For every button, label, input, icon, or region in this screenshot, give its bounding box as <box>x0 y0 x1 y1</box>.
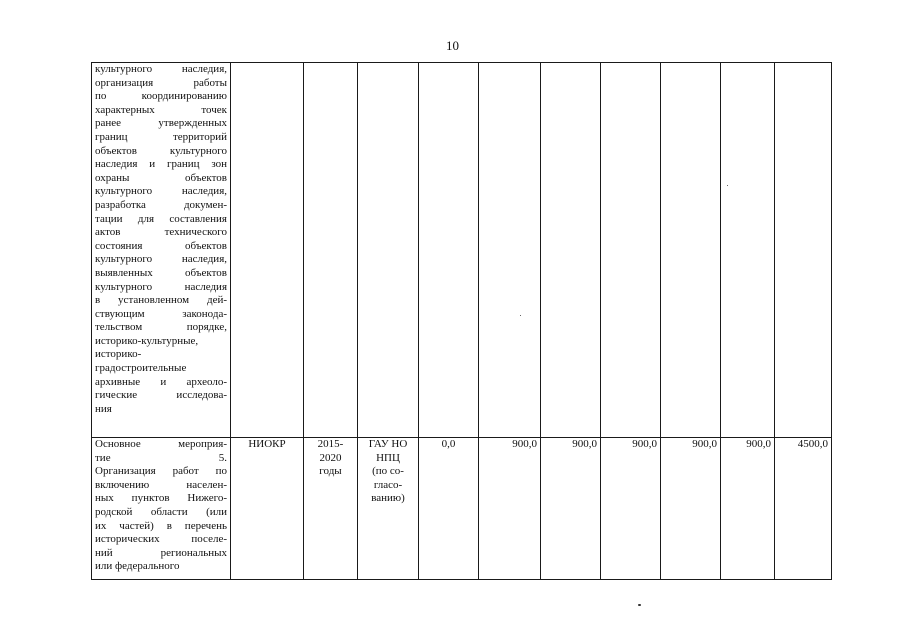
description-line: архивные и археоло- <box>95 375 227 388</box>
description-line: культурного наследия <box>95 280 227 293</box>
value-cell: 900,0 <box>541 438 601 580</box>
description-line: разработка докумен- <box>95 198 227 211</box>
value-cell <box>721 63 775 438</box>
value-cell: 4500,0 <box>775 438 832 580</box>
partner-cell <box>358 438 419 580</box>
description-line: тельством порядке, <box>95 321 227 334</box>
description-line: тие 5. <box>95 451 227 464</box>
table-row <box>92 63 832 438</box>
scan-speck <box>638 604 641 606</box>
description-line: ния <box>95 402 112 415</box>
value-cell <box>775 63 832 438</box>
description-line: объектов культурного <box>95 144 227 157</box>
period-line: 2020 <box>319 451 342 464</box>
partner-line: НПЦ <box>376 451 400 464</box>
description-line: культурного наследия, <box>95 253 227 266</box>
value-cell: 900,0 <box>721 438 775 580</box>
description-line: выявленных объектов <box>95 266 227 279</box>
description-line: по координированию <box>95 90 227 103</box>
value-cell <box>419 63 479 438</box>
value-cell <box>601 63 661 438</box>
description-line: ных пунктов Нижего- <box>95 492 227 505</box>
description-line: родской области (или <box>95 505 227 518</box>
partner-line: (по со- <box>372 465 404 478</box>
description-line: наследия и границ зон <box>95 158 227 171</box>
period-line: 2015- <box>317 438 344 450</box>
description-line: историко- <box>95 348 142 361</box>
description-line: в установленном дей- <box>95 294 227 307</box>
executor-cell <box>231 63 304 438</box>
value-cell <box>661 63 721 438</box>
program-table <box>91 62 832 580</box>
description-line: актов технического <box>95 226 227 239</box>
value-cell: 900,0 <box>479 438 541 580</box>
description-line: культурного наследия, <box>95 63 227 75</box>
page-number: 10 <box>446 38 459 53</box>
period-cell <box>304 438 358 580</box>
description-line: или федерального <box>95 560 180 573</box>
description-line: охраны объектов <box>95 171 227 184</box>
scan-speck <box>727 185 728 186</box>
partner-line: ванию) <box>371 492 405 505</box>
partner-cell <box>358 63 419 438</box>
scan-speck <box>520 315 521 316</box>
description-cell <box>92 63 231 438</box>
executor-cell: НИОКР <box>231 438 304 580</box>
description-cell <box>92 438 231 580</box>
description-line: характерных точек <box>95 103 227 116</box>
description-line: ствующим законода- <box>95 307 227 320</box>
value-cell: 0,0 <box>419 438 479 580</box>
description-line: их частей) в перечень <box>95 519 227 532</box>
description-line: исторических поселе- <box>95 533 227 546</box>
description-line: историко-культурные, <box>95 334 199 347</box>
partner-line: гласо- <box>373 478 403 491</box>
partner-line: ГАУ НО <box>368 438 408 450</box>
table-row <box>92 438 832 580</box>
description-line: включению населен- <box>95 478 227 491</box>
value-cell: 900,0 <box>661 438 721 580</box>
description-line: Организация работ по <box>95 465 227 478</box>
description-line: состояния объектов <box>95 239 227 252</box>
value-cell <box>479 63 541 438</box>
description-line: культурного наследия, <box>95 185 227 198</box>
period-line: годы <box>319 465 342 478</box>
description-line: гические исследова- <box>95 389 227 402</box>
description-line: организация работы <box>95 76 227 89</box>
description-line: тации для составления <box>95 212 227 225</box>
value-cell <box>541 63 601 438</box>
period-cell <box>304 63 358 438</box>
description-line: ранее утвержденных <box>95 117 227 130</box>
description-line: ний региональных <box>95 546 227 559</box>
description-line: градостроительные <box>95 362 187 375</box>
value-cell: 900,0 <box>601 438 661 580</box>
description-line: границ территорий <box>95 130 227 143</box>
description-line: Основное мероприя- <box>95 438 227 450</box>
